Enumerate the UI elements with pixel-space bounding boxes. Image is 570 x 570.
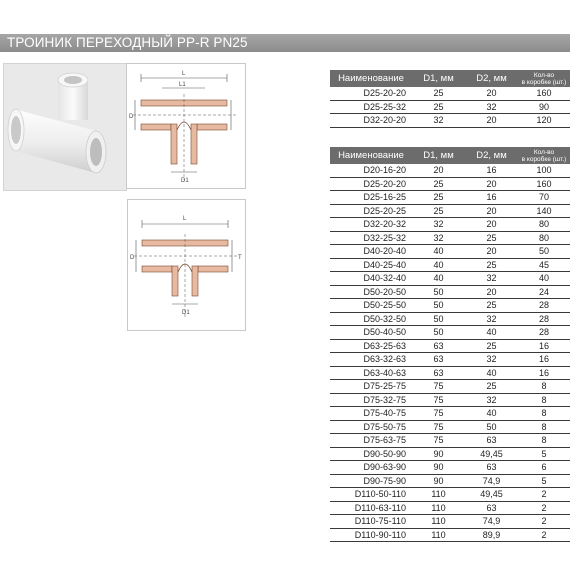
table-row: [330, 177, 570, 191]
table-row: [330, 218, 570, 232]
cell-d1: 25: [412, 87, 465, 100]
dim-label-l: L: [182, 71, 186, 77]
cell-d2: 32: [465, 353, 518, 367]
product-photo: [3, 63, 127, 191]
cell-d1: 110: [412, 515, 465, 529]
cell-d1: 63: [412, 353, 465, 367]
spec-table-1: [330, 70, 570, 128]
table-row: [330, 100, 570, 114]
technical-drawing-2: [127, 199, 246, 331]
cell-d2: 50: [465, 420, 518, 434]
dim-label-d: D: [129, 114, 134, 120]
cell-d2: 20: [465, 114, 518, 128]
table-row: [330, 312, 570, 326]
table-row: [330, 258, 570, 272]
table-row: [330, 447, 570, 461]
cell-qty: 90: [518, 100, 570, 114]
cell-qty: 2: [518, 528, 570, 542]
cell-name: D25-25-32: [330, 100, 412, 114]
cell-d1: 63: [412, 366, 465, 380]
col-header-qty: Кол-во в коробке (шт.): [518, 147, 570, 164]
table-row: [330, 380, 570, 394]
cell-name: D75-32-75: [330, 393, 412, 407]
cell-d2: 20: [465, 218, 518, 232]
cell-name: D110-90-110: [330, 528, 412, 542]
cell-qty: 24: [518, 285, 570, 299]
cell-qty: 160: [518, 87, 570, 100]
cell-d1: 50: [412, 312, 465, 326]
cell-d1: 40: [412, 245, 465, 259]
cell-name: D90-63-90: [330, 461, 412, 475]
cell-d2: 25: [465, 299, 518, 313]
cell-name: D25-16-25: [330, 191, 412, 205]
table-row: [330, 407, 570, 421]
cell-qty: 2: [518, 501, 570, 515]
table-row: [330, 434, 570, 448]
cell-d2: 74,9: [465, 515, 518, 529]
cell-name: D90-50-90: [330, 447, 412, 461]
cell-name: D50-20-50: [330, 285, 412, 299]
cell-d2: 49,45: [465, 447, 518, 461]
cell-d1: 50: [412, 299, 465, 313]
cell-name: D50-25-50: [330, 299, 412, 313]
cell-d1: 90: [412, 474, 465, 488]
cell-name: D75-40-75: [330, 407, 412, 421]
table-row: [330, 353, 570, 367]
col-header-d1: D1, мм: [412, 147, 465, 164]
dim-label-t-2: T: [238, 255, 242, 261]
cell-qty: 140: [518, 204, 570, 218]
cell-d1: 75: [412, 420, 465, 434]
cell-d2: 32: [465, 393, 518, 407]
table-row: [330, 366, 570, 380]
table-row: [330, 501, 570, 515]
table-header-row: [330, 147, 570, 164]
cell-d1: 50: [412, 326, 465, 340]
cell-qty: 80: [518, 218, 570, 232]
cell-d2: 25: [465, 380, 518, 394]
cell-name: D75-50-75: [330, 420, 412, 434]
cell-d1: 32: [412, 231, 465, 245]
cell-d2: 25: [465, 231, 518, 245]
cell-d1: 63: [412, 339, 465, 353]
cell-d1: 40: [412, 258, 465, 272]
cell-d2: 89,9: [465, 528, 518, 542]
cell-qty: 28: [518, 326, 570, 340]
cell-d1: 90: [412, 447, 465, 461]
cell-name: D25-20-20: [330, 87, 412, 100]
cell-d2: 63: [465, 461, 518, 475]
cell-qty: 5: [518, 474, 570, 488]
cell-qty: 8: [518, 393, 570, 407]
cell-d1: 90: [412, 461, 465, 475]
dim-label-d-2: D: [130, 255, 135, 261]
table-row: [330, 488, 570, 502]
cell-d2: 32: [465, 312, 518, 326]
table-row: [330, 164, 570, 177]
spec-table-2-body: [330, 164, 570, 542]
cell-name: D40-20-40: [330, 245, 412, 259]
table-row: [330, 339, 570, 353]
col-header-d2: D2, мм: [465, 70, 518, 87]
cell-name: D110-63-110: [330, 501, 412, 515]
cell-name: D90-75-90: [330, 474, 412, 488]
cell-d2: 16: [465, 164, 518, 177]
cell-name: D50-32-50: [330, 312, 412, 326]
cell-d1: 110: [412, 488, 465, 502]
cell-d2: 20: [465, 177, 518, 191]
cell-d2: 16: [465, 191, 518, 205]
table-row: [330, 245, 570, 259]
cell-qty: 28: [518, 312, 570, 326]
col-header-name: Наименование: [330, 147, 412, 164]
cell-d1: 20: [412, 164, 465, 177]
table-row: [330, 420, 570, 434]
cell-name: D75-25-75: [330, 380, 412, 394]
cell-name: D63-40-63: [330, 366, 412, 380]
tee-fitting-image: [4, 64, 126, 190]
cell-qty: 8: [518, 380, 570, 394]
cell-qty: 40: [518, 272, 570, 286]
cell-d1: 32: [412, 114, 465, 128]
cell-d2: 20: [465, 87, 518, 100]
cell-d2: 32: [465, 100, 518, 114]
cell-qty: 16: [518, 366, 570, 380]
table-row: [330, 231, 570, 245]
cell-d2: 32: [465, 272, 518, 286]
cell-name: D110-75-110: [330, 515, 412, 529]
table-row: [330, 461, 570, 475]
table-row: [330, 299, 570, 313]
cell-d1: 25: [412, 191, 465, 205]
cell-name: D63-25-63: [330, 339, 412, 353]
cell-d1: 25: [412, 177, 465, 191]
table-row: [330, 272, 570, 286]
cell-d1: 32: [412, 218, 465, 232]
cell-name: D63-32-63: [330, 353, 412, 367]
cell-d1: 75: [412, 380, 465, 394]
cell-d1: 40: [412, 272, 465, 286]
cell-d2: 63: [465, 501, 518, 515]
col-header-d1: D1, мм: [412, 70, 465, 87]
table-row: [330, 515, 570, 529]
cell-d2: 25: [465, 339, 518, 353]
cell-name: D50-40-50: [330, 326, 412, 340]
cell-qty: 5: [518, 447, 570, 461]
table-row: [330, 191, 570, 205]
cell-d2: 74,9: [465, 474, 518, 488]
table-header-row: [330, 70, 570, 87]
cell-qty: 2: [518, 515, 570, 529]
cell-d1: 110: [412, 528, 465, 542]
col-header-qty: Кол-во в коробке (шт.): [518, 70, 570, 87]
cell-d2: 20: [465, 204, 518, 218]
cell-qty: 2: [518, 488, 570, 502]
dim-label-l1: L1: [179, 82, 186, 88]
cell-d1: 75: [412, 393, 465, 407]
cell-name: D32-20-20: [330, 114, 412, 128]
cell-d1: 50: [412, 285, 465, 299]
cell-d2: 40: [465, 326, 518, 340]
cell-name: D20-16-20: [330, 164, 412, 177]
table-row: [330, 285, 570, 299]
cell-d2: 63: [465, 434, 518, 448]
table-row: [330, 326, 570, 340]
cell-qty: 8: [518, 407, 570, 421]
table-row: [330, 114, 570, 128]
cell-qty: 45: [518, 258, 570, 272]
cell-qty: 16: [518, 353, 570, 367]
cell-name: D75-63-75: [330, 434, 412, 448]
cell-qty: 100: [518, 164, 570, 177]
cell-qty: 160: [518, 177, 570, 191]
table-row: [330, 87, 570, 100]
cell-d2: 40: [465, 407, 518, 421]
cell-qty: 28: [518, 299, 570, 313]
cell-name: D32-20-32: [330, 218, 412, 232]
cell-name: D25-20-25: [330, 204, 412, 218]
cell-d2: 49,45: [465, 488, 518, 502]
cell-d1: 25: [412, 100, 465, 114]
table-row: [330, 528, 570, 542]
cell-qty: 120: [518, 114, 570, 128]
cell-qty: 70: [518, 191, 570, 205]
table-row: [330, 393, 570, 407]
cell-d2: 40: [465, 366, 518, 380]
cell-qty: 50: [518, 245, 570, 259]
cell-name: D40-25-40: [330, 258, 412, 272]
cell-qty: 6: [518, 461, 570, 475]
cell-qty: 80: [518, 231, 570, 245]
cell-name: D32-25-32: [330, 231, 412, 245]
cell-d1: 25: [412, 204, 465, 218]
title-bar: [0, 34, 570, 52]
col-header-name: Наименование: [330, 70, 412, 87]
spec-table-2: [330, 147, 570, 542]
cell-name: D25-20-20: [330, 177, 412, 191]
cell-qty: 8: [518, 420, 570, 434]
technical-drawing-1: [126, 63, 246, 189]
cell-name: D40-32-40: [330, 272, 412, 286]
table-row: [330, 474, 570, 488]
cell-qty: 16: [518, 339, 570, 353]
cell-d2: 20: [465, 245, 518, 259]
dim-label-l-2: L: [183, 216, 187, 222]
col-header-d2: D2, мм: [465, 147, 518, 164]
spec-table-1-body: [330, 87, 570, 127]
cell-d2: 25: [465, 258, 518, 272]
cell-d2: 20: [465, 285, 518, 299]
cell-qty: 8: [518, 434, 570, 448]
dim-label-d1-2: D1: [182, 310, 190, 316]
cell-d1: 110: [412, 501, 465, 515]
dim-label-d1: D1: [181, 178, 189, 184]
cell-d1: 75: [412, 407, 465, 421]
table-row: [330, 204, 570, 218]
cell-d1: 75: [412, 434, 465, 448]
page-title: ТРОИНИК ПЕРЕХОДНЫЙ PP-R PN25: [7, 35, 248, 50]
cell-name: D110-50-110: [330, 488, 412, 502]
